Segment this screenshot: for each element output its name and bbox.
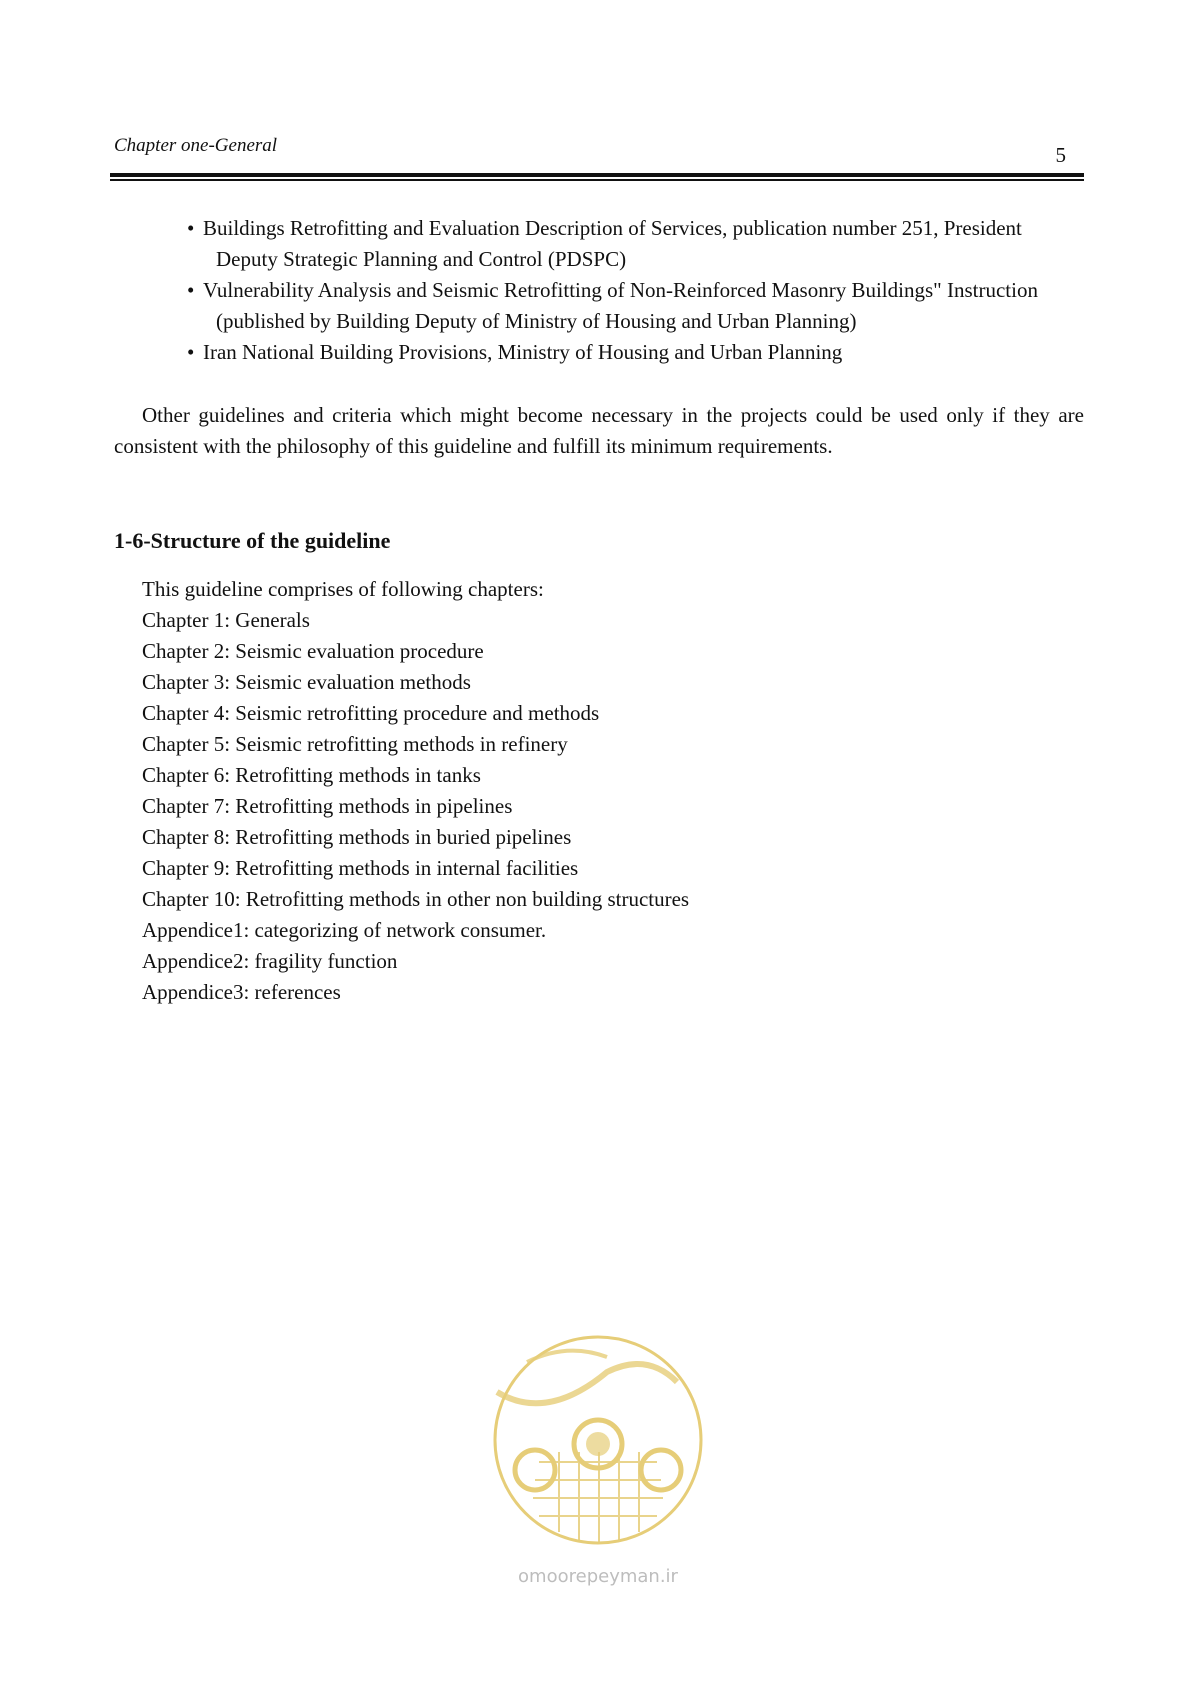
bullet-icon: • bbox=[187, 340, 195, 364]
header-rule-thin bbox=[110, 179, 1084, 181]
chapter-item: Chapter 4: Seismic retrofitting procedure and methods bbox=[142, 701, 600, 725]
chapter-item: Appendice3: references bbox=[142, 980, 341, 1004]
bullet-line: Buildings Retrofitting and Evaluation Description of Services, publication number 251, President bbox=[203, 216, 1022, 240]
bullet-item bbox=[187, 337, 1085, 368]
bullet-item bbox=[187, 275, 1085, 337]
bullet-continuation: Deputy Strategic Planning and Control (PDSPC) bbox=[216, 247, 627, 271]
chapter-item: Appendice1: categorizing of network consumer. bbox=[142, 918, 547, 942]
watermark-caption: omoorepeyman.ir bbox=[518, 1566, 678, 1587]
chapter-item: Chapter 9: Retrofitting methods in internal facilities bbox=[142, 856, 579, 880]
chapter-item: Chapter 5: Seismic retrofitting methods in refinery bbox=[142, 732, 568, 756]
chapter-item: Chapter 1: Generals bbox=[142, 608, 310, 632]
chapter-item: Appendice2: fragility function bbox=[142, 949, 398, 973]
bullet-icon: • bbox=[187, 278, 195, 302]
chapter-list bbox=[142, 574, 689, 1008]
bullet-continuation: (published by Building Deputy of Ministry of Housing and Urban Planning) bbox=[216, 309, 857, 333]
bullet-item bbox=[187, 213, 1085, 275]
running-header-title: Chapter one-General bbox=[114, 135, 278, 156]
section-heading: 1-6-Structure of the guideline bbox=[114, 528, 391, 553]
bullet-icon: • bbox=[187, 216, 195, 240]
reference-bullet-list bbox=[171, 213, 1085, 368]
chapter-item: Chapter 3: Seismic evaluation methods bbox=[142, 670, 471, 694]
chapter-item: Chapter 10: Retrofitting methods in other non building structures bbox=[142, 887, 690, 911]
chapter-item: Chapter 2: Seismic evaluation procedure bbox=[142, 639, 484, 663]
body-paragraph: Other guidelines and criteria which might become necessary in the projects could be used only if they are consistent with the philosophy of this guideline and fulfill its minimum requirements. bbox=[114, 403, 1084, 458]
bullet-line: Iran National Building Provisions, Ministry of Housing and Urban Planning bbox=[203, 340, 843, 364]
watermark-logo bbox=[487, 1332, 709, 1592]
page-header bbox=[114, 135, 1084, 181]
page-number: 5 bbox=[1055, 143, 1066, 167]
chapter-list-intro: This guideline comprises of following chapters: bbox=[142, 577, 544, 601]
chapter-item: Chapter 7: Retrofitting methods in pipelines bbox=[142, 794, 513, 818]
chapter-item: Chapter 8: Retrofitting methods in buried pipelines bbox=[142, 825, 572, 849]
bullet-line: Vulnerability Analysis and Seismic Retrofitting of Non-Reinforced Masonry Buildings" Instruction bbox=[203, 278, 1038, 302]
watermark-seal-icon bbox=[487, 1332, 709, 1592]
header-rule-thick bbox=[110, 173, 1084, 177]
chapter-item: Chapter 6: Retrofitting methods in tanks bbox=[142, 763, 481, 787]
